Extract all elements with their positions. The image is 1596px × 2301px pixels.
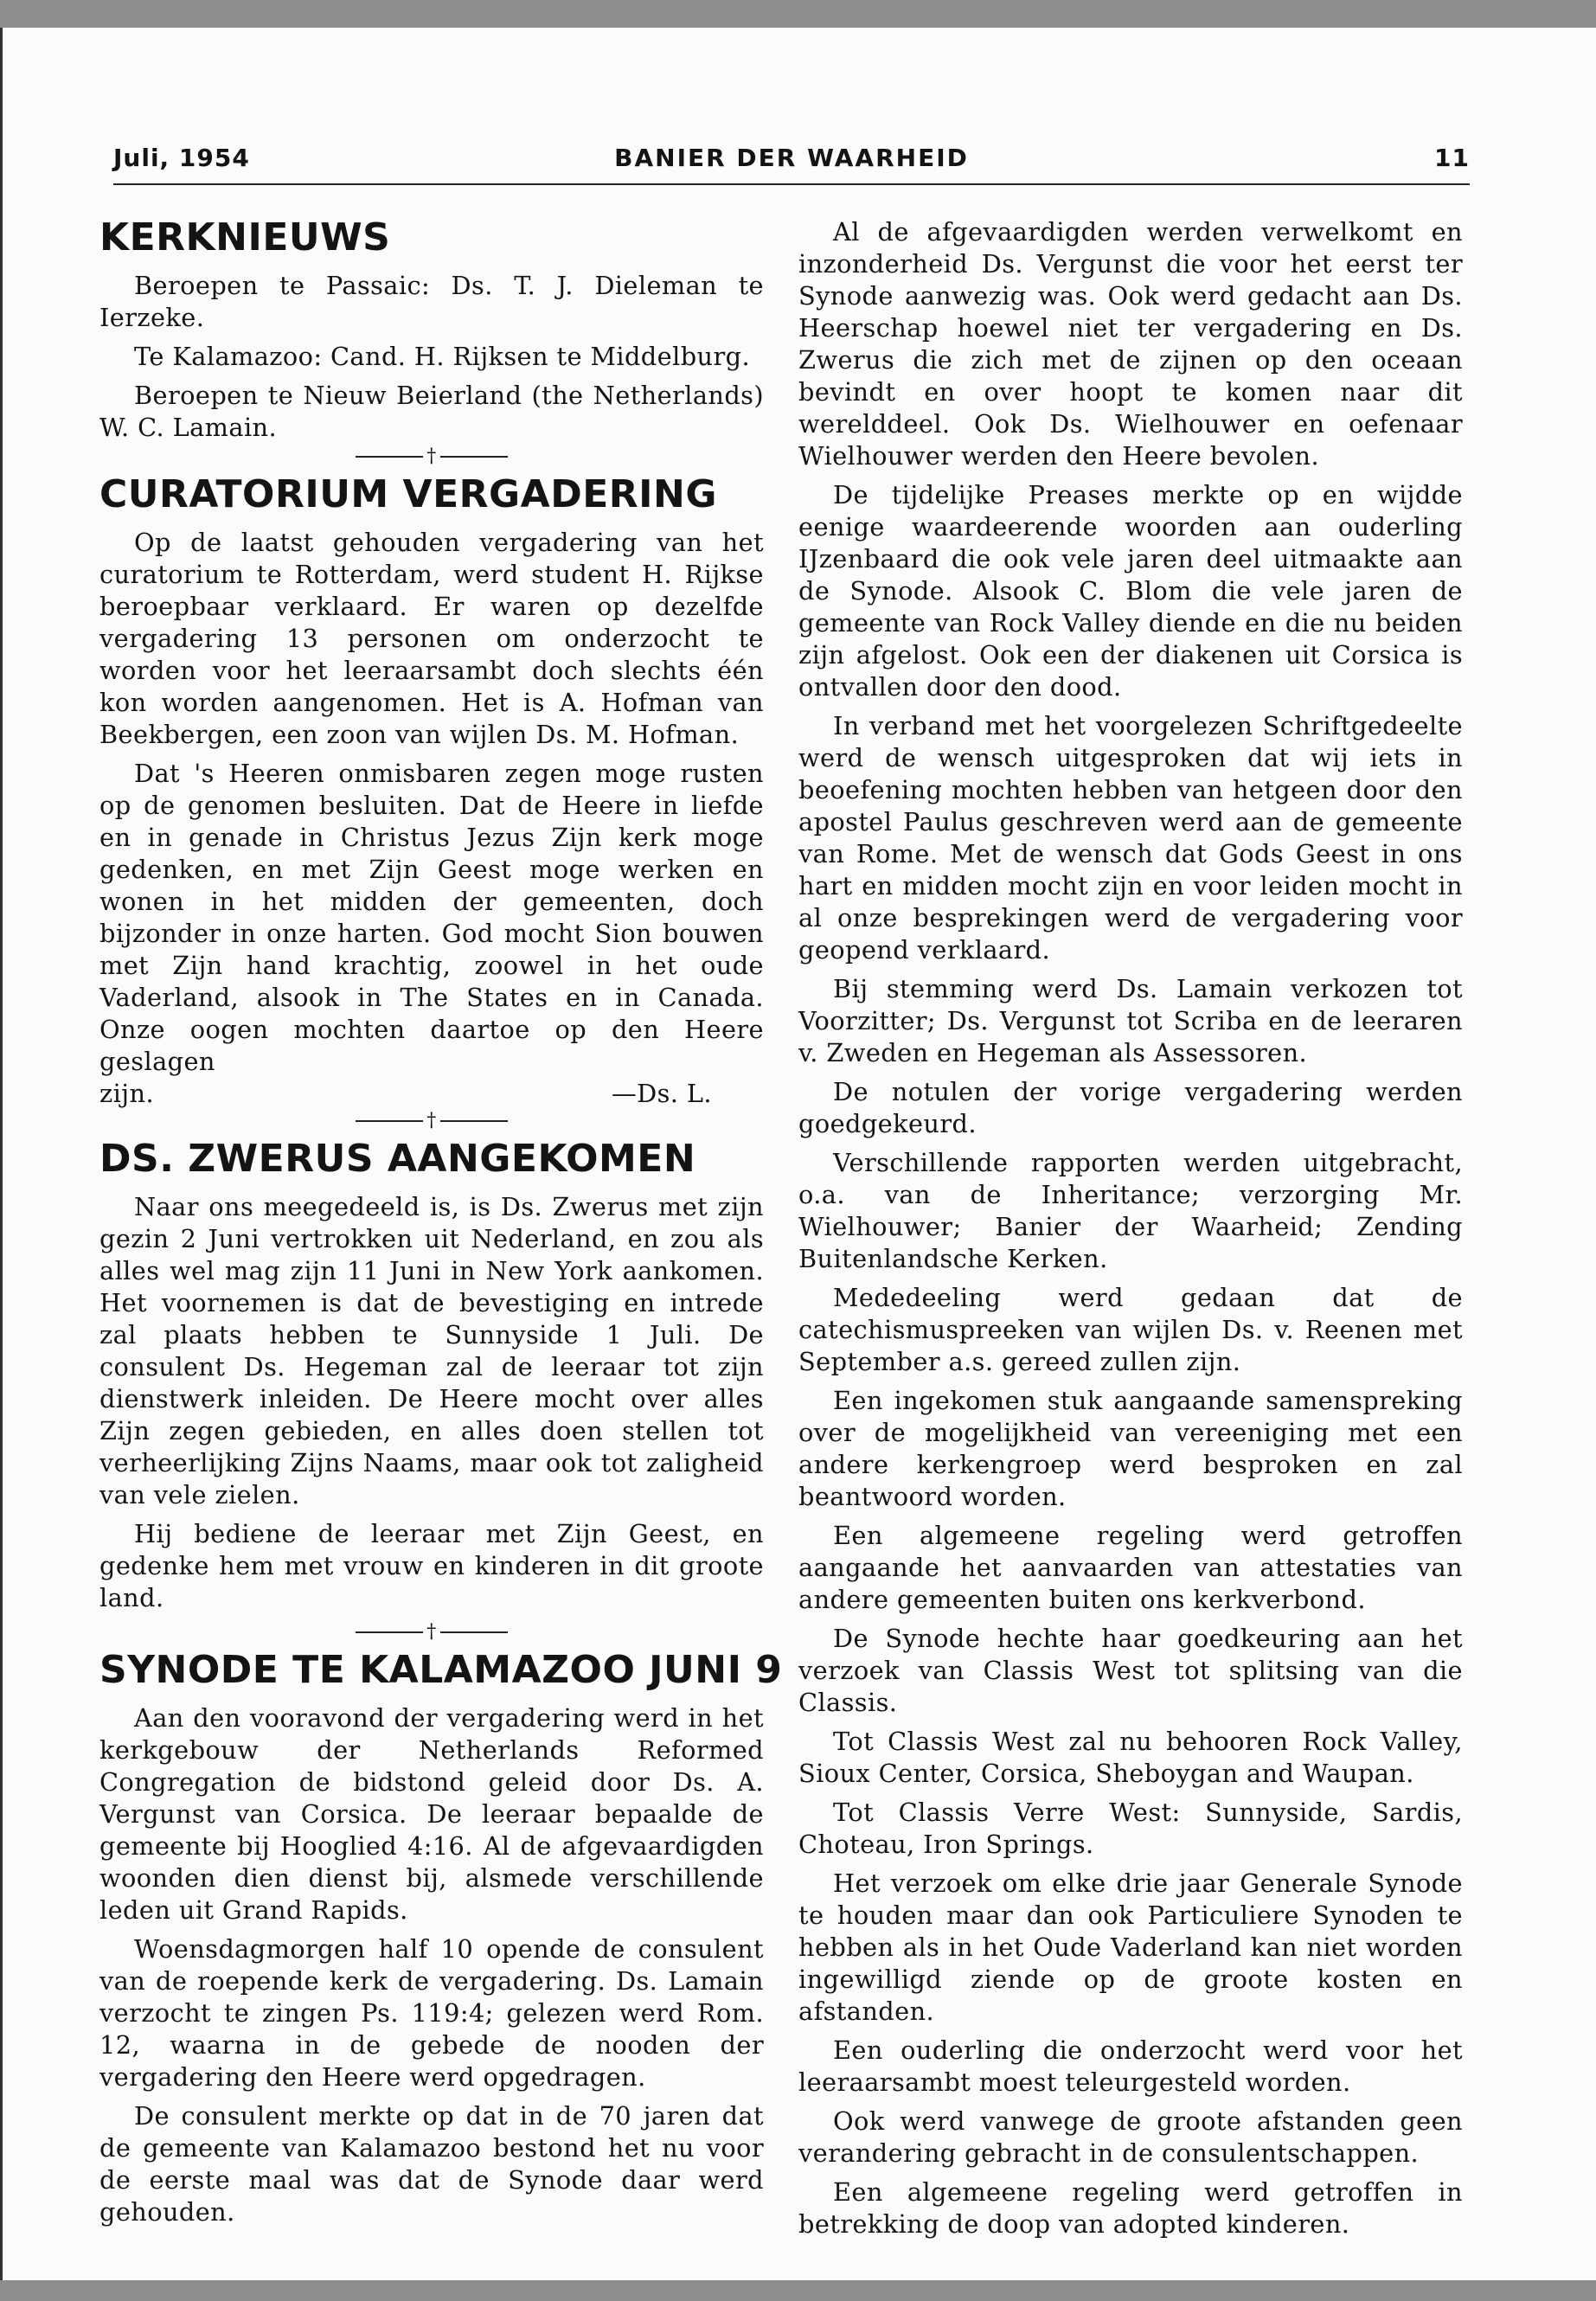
page-number: 11 bbox=[1434, 144, 1470, 172]
issue-date: Juli, 1954 bbox=[113, 144, 250, 172]
paragraph: Beroepen te Passaic: Ds. T. J. Dieleman te Ierzeke. bbox=[99, 271, 764, 332]
paragraph: Bij stemming werd Ds. Lamain verkozen tot Voorzitter; Ds. Vergunst tot Scriba en de leeraren v. Zweden en Hegeman als Assessoren. bbox=[798, 974, 1463, 1067]
paragraph: De tijdelijke Preases merkte op en wijdde eenige waardeerende woorden aan ouderling IJzenbaard die ook vele jaren deel uitmaakte aan de Synode. Alsook C. Blom die vele jaren de gemeente van Rock Valley diende en die nu beiden zijn afgelost. Ook een der diakenen uit Corsica is ontvallen door den dood. bbox=[798, 480, 1463, 702]
paragraph: Woensdagmorgen half 10 opende de consulent van de roepende kerk de vergadering. Ds. Lamain verzocht te zingen Ps. 119:4; gelezen werd Rom. 12, waarna in de gebede de nooden der vergadering den Heere werd opgedragen. bbox=[99, 1934, 764, 2092]
cross-icon: † bbox=[426, 1110, 437, 1131]
paragraph: Verschillende rapporten werden uitgebracht, o.a. van de Inheritance; verzorging Mr. Wielhouwer; Banier der Waarheid; Zending Buitenlandsche Kerken. bbox=[798, 1148, 1463, 1273]
right-column bbox=[798, 216, 1463, 2247]
section-title-kerknieuws: KERKNIEUWS bbox=[99, 215, 391, 260]
paragraph: Te Kalamazoo: Cand. H. Rijksen te Middelburg. bbox=[134, 342, 751, 371]
paragraph: Naar ons meegedeeld is, is Ds. Zwerus met zijn gezin 2 Juni vertrokken uit Nederland, en zou als alles wel mag zijn 11 Juni in New York aankomen. Het voornemen is dat de bevestiging en intrede zal plaats hebben te Sunnyside 1 Juli. De consulent Ds. Hegeman zal de leeraar tot zijn dienstwerk inleiden. De Heere mocht over alles Zijn zegen gebieden, en alles doen stellen tot verheerlijking Zijns Naams, maar ook tot zaligheid van vele zielen. bbox=[99, 1192, 764, 1509]
paragraph: Een algemeene regeling werd getroffen aangaande het aanvaarden van attestaties van andere gemeenten buiten ons kerkverbond. bbox=[798, 1521, 1463, 1614]
paragraph: Ook werd vanwege de groote afstanden geen verandering gebracht in de consulentschappen. bbox=[798, 2106, 1463, 2168]
paragraph: Aan den vooravond der vergadering werd in het kerkgebouw der Netherlands Reformed Congregation de bidstond geleid door Ds. A. Vergunst van Corsica. De leeraar bepaalde de gemeente bij Hooglied 4:16. Al de afgevaardigden woonden dien dienst bij, alsmede verschillende leden uit Grand Rapids. bbox=[99, 1703, 764, 1925]
section-divider bbox=[99, 445, 764, 468]
section-divider bbox=[99, 1110, 764, 1132]
paragraph: De notulen der vorige vergadering werden goedgekeurd. bbox=[798, 1077, 1463, 1138]
paragraph: Mededeeling werd gedaan dat de catechismuspreeken van wijlen Ds. v. Reenen met September a.s. gereed zullen zijn. bbox=[798, 1283, 1463, 1376]
paragraph: Al de afgevaardigden werden verwelkomt en inzonderheid Ds. Vergunst die voor het eerst ter Synode aanwezig was. Ook werd gedacht aan Ds. Heerschap hoewel niet ter vergadering en Ds. Zwerus die zich met de zijnen op den oceaan bevindt en over hoopt te komen naar dit werelddeel. Ook Ds. Wielhouwer en oefenaar Wielhouwer werden den Heere bevolen. bbox=[798, 217, 1463, 471]
section-title-synode: SYNODE TE KALAMAZOO JUNI 9 bbox=[99, 1648, 783, 1692]
page bbox=[0, 28, 1596, 2280]
paragraph: Op de laatst gehouden vergadering van het curatorium te Rotterdam, werd student H. Rijkse beroepbaar verklaard. Er waren op dezelfde vergadering 13 personen om onderzocht te worden voor het leeraarsambt doch slechts één kon worden aangenomen. Het is A. Hofman van Beekbergen, een zoon van wijlen Ds. M. Hofman. bbox=[99, 528, 764, 749]
paragraph: Een algemeene regeling werd getroffen in betrekking de doop van adopted kinderen. bbox=[798, 2177, 1463, 2239]
paragraph: Het verzoek om elke drie jaar Generale Synode te houden maar dan ook Particuliere Synoden te hebben als in het Oude Vaderland kan niet worden ingewilligd ziende op de groote kosten en afstanden. bbox=[798, 1868, 1463, 2026]
paragraph: Beroepen te Nieuw Beierland (the Netherlands) W. C. Lamain. bbox=[99, 381, 764, 442]
section-divider bbox=[99, 1621, 764, 1644]
paragraph: Tot Classis Verre West: Sunnyside, Sardis, Choteau, Iron Springs. bbox=[798, 1798, 1463, 1859]
left-column bbox=[99, 215, 783, 2235]
running-header bbox=[113, 131, 1470, 185]
section-title-zwerus: DS. ZWERUS AANGEKOMEN bbox=[99, 1137, 696, 1181]
publication-title: BANIER DER WAARHEID bbox=[614, 144, 969, 172]
signature: —Ds. L. bbox=[611, 1079, 712, 1108]
signature-row bbox=[99, 1078, 764, 1110]
paragraph: De Synode hechte haar goedkeuring aan het verzoek van Classis West tot splitsing van die Classis. bbox=[798, 1624, 1463, 1717]
cross-icon: † bbox=[426, 1621, 437, 1643]
paragraph: Een ouderling die onderzocht werd voor het leeraarsambt moest teleurgesteld worden. bbox=[798, 2035, 1463, 2097]
closing-text: zijn. bbox=[99, 1079, 155, 1108]
section-title-curatorium: CURATORIUM VERGADERING bbox=[99, 472, 717, 516]
paragraph: Hij bediene de leeraar met Zijn Geest, en gedenke hem met vrouw en kinderen in dit groote land. bbox=[99, 1519, 764, 1612]
paragraph: In verband met het voorgelezen Schriftgedeelte werd de wensch uitgesproken dat wij iets in beoefening mochten hebben van hetgeen door den apostel Paulus geschreven werd aan de gemeente van Rome. Met de wensch dat Gods Geest in ons hart en midden mocht zijn en voor leiden mocht in al onze besprekingen werd de vergadering voor geopend verklaard. bbox=[798, 711, 1463, 965]
paragraph: De consulent merkte op dat in de 70 jaren dat de gemeente van Kalamazoo bestond het nu voor de eerste maal was dat de Synode daar werd gehouden. bbox=[99, 2101, 764, 2227]
paragraph: Tot Classis West zal nu behooren Rock Valley, Sioux Center, Corsica, Sheboygan and Waupan. bbox=[798, 1727, 1463, 1788]
paragraph: Dat 's Heeren onmisbaren zegen moge rusten op de genomen besluiten. Dat de Heere in liefde en in genade in Christus Jezus Zijn kerk moge gedenken, en met Zijn Geest moge werken en wonen in het midden der gemeenten, doch bijzonder in onze harten. God mocht Sion bouwen met Zijn hand krachtig, zoowel in het oude Vaderland, alsook in The States en in Canada. Onze oogen mochten daartoe op den Heere geslagen bbox=[99, 759, 764, 1076]
cross-icon: † bbox=[426, 445, 437, 467]
paragraph: Een ingekomen stuk aangaande samenspreking over de mogelijkheid van vereeniging met een andere kerkengroep werd besproken en zal beantwoord worden. bbox=[798, 1386, 1463, 1511]
